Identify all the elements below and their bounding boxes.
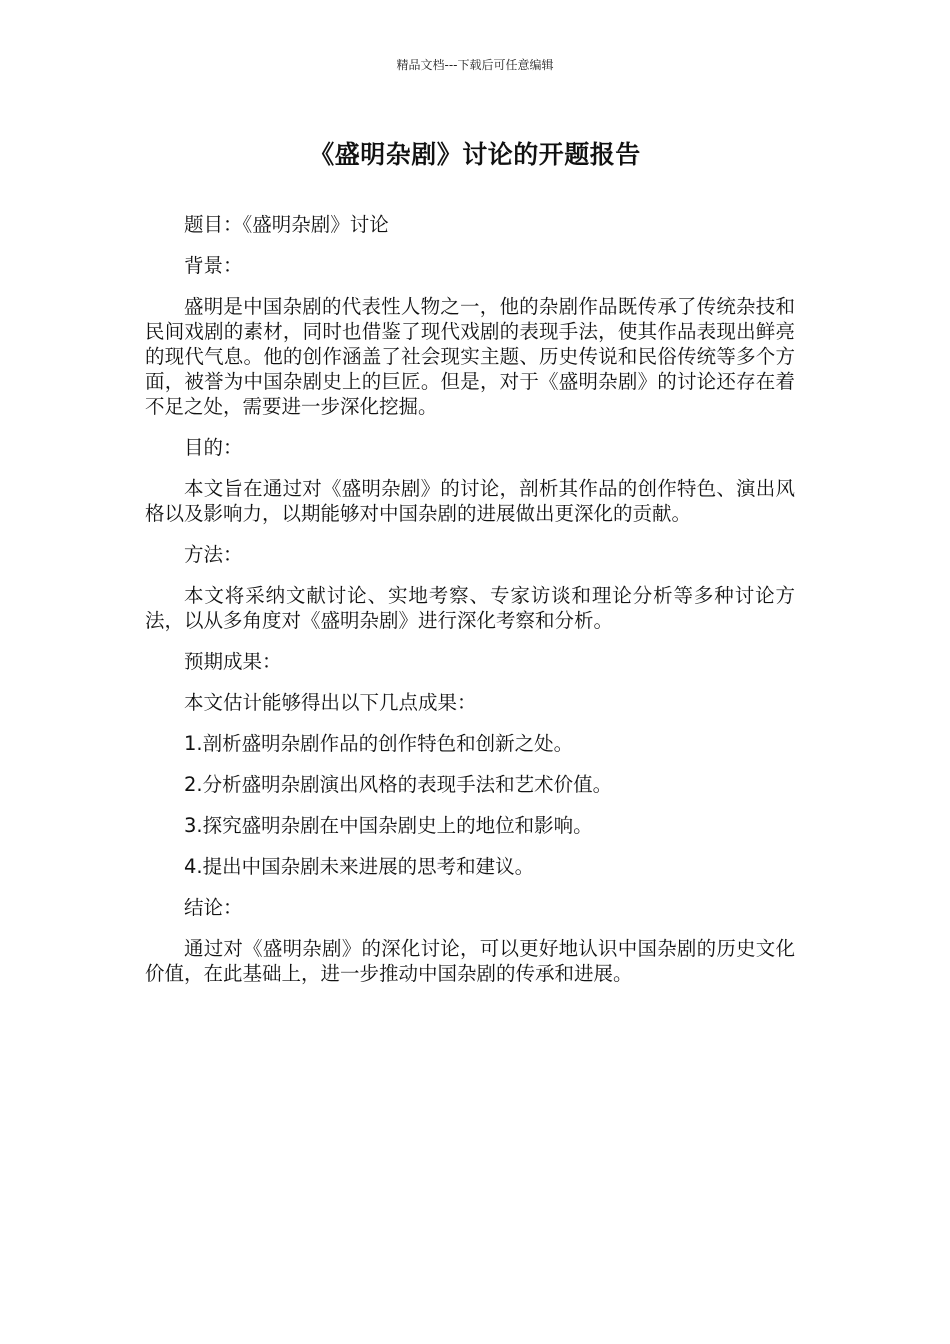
- topic-line: 题目：《盛明杂剧》讨论: [184, 213, 389, 236]
- result-item-2: 2.分析盛明杂剧演出风格的表现手法和艺术价值。: [184, 773, 613, 796]
- expected-results-intro: 本文估计能够得出以下几点成果：: [184, 691, 477, 714]
- method-paragraph: 本文将采纳文献讨论、实地考察、专家访谈和理论分析等多种讨论方法，以从多角度对《盛明杂剧》进行深化考察和分析。: [145, 584, 795, 632]
- document-title: 《盛明杂剧》讨论的开题报告: [309, 140, 641, 169]
- document-body: [145, 212, 795, 1002]
- section-heading-expected-results: 预期成果：: [184, 650, 282, 673]
- section-heading-conclusion: 结论：: [184, 896, 243, 919]
- result-item-1: 1.剖析盛明杂剧作品的创作特色和创新之处。: [184, 732, 574, 755]
- purpose-paragraph: 本文旨在通过对《盛明杂剧》的讨论，剖析其作品的创作特色、演出风格以及影响力，以期能够对中国杂剧的进展做出更深化的贡献。: [145, 477, 795, 525]
- result-item-4: 4.提出中国杂剧未来进展的思考和建议。: [184, 855, 535, 878]
- section-heading-purpose: 目的：: [184, 436, 243, 459]
- section-heading-background: 背景：: [184, 254, 243, 277]
- conclusion-paragraph: 通过对《盛明杂剧》的深化讨论，可以更好地认识中国杂剧的历史文化价值，在此基础上，进一步推动中国杂剧的传承和进展。: [145, 937, 795, 985]
- result-item-3: 3.探究盛明杂剧在中国杂剧史上的地位和影响。: [184, 814, 593, 837]
- background-paragraph: 盛明是中国杂剧的代表性人物之一，他的杂剧作品既传承了传统杂技和民间戏剧的素材，同时也借鉴了现代戏剧的表现手法，使其作品表现出鲜亮的现代气息。他的创作涵盖了社会现实主题、历史传说和民俗传统等多个方面，被誉为中国杂剧史上的巨匠。但是，对于《盛明杂剧》的讨论还存在着不足之处，需要进一步深化挖掘。: [145, 295, 795, 418]
- page-header: 精品文档---下载后可任意编辑: [396, 58, 554, 72]
- section-heading-method: 方法：: [184, 543, 243, 566]
